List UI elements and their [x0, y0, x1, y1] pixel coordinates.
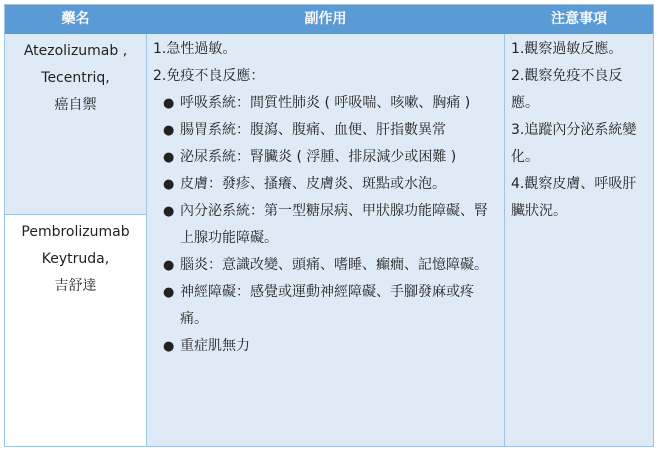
drug-name-line: Pembrolizumab: [21, 224, 130, 240]
drug-name-line: Keytruda,: [41, 251, 110, 267]
list-item: ● 神經障礙：感覺或運動神經障礙、手腳發麻或疼痛。: [153, 279, 500, 333]
drug-cell-atezolizumab: [5, 34, 146, 214]
list-item: ● 泌尿系統：腎臟炎 ( 浮腫、排尿減少或困難 ): [153, 144, 500, 171]
drug-name-line: Atezolizumab ,: [23, 43, 128, 59]
table-header: [5, 5, 653, 34]
bullet-icon: ●: [163, 150, 175, 165]
bullet-icon: ●: [163, 258, 175, 273]
bullet-icon: ●: [163, 96, 175, 111]
precaution-item: 4.觀察皮膚、呼吸肝臟狀況。: [511, 176, 637, 219]
list-item: ● 內分泌系統：第一型糖尿病、甲狀腺功能障礙、腎上腺功能障礙。: [153, 198, 500, 252]
list-item: ● 腦炎：意識改變、頭痛、嗜睡、癲癇、記憶障礙。: [153, 252, 500, 279]
drug-name-line: 吉舒達: [54, 278, 97, 294]
header-precautions: 注意事項: [551, 11, 607, 27]
list-item: ● 皮膚：發疹、搔癢、皮膚炎、斑點或水泡。: [153, 171, 500, 198]
precautions-cell: [505, 34, 653, 446]
precaution-item: 1.觀察過敏反應。: [511, 41, 623, 57]
precaution-item: 2.觀察免疫不良反應。: [511, 68, 623, 111]
bullet-icon: ●: [163, 285, 175, 300]
bullet-icon: ●: [163, 123, 175, 138]
list-item: ● 重症肌無力: [153, 333, 500, 360]
bullet-icon: ●: [163, 177, 175, 192]
drug-name-column: [5, 34, 146, 446]
drug-cell-pembrolizumab: [5, 214, 146, 446]
drug-name-line: Tecentriq,: [41, 70, 110, 86]
header-drug-name: 藥名: [61, 11, 90, 27]
precaution-item: 3.追蹤內分泌系統變化。: [511, 122, 637, 165]
side-effect-item: 1.急性過敏。: [153, 41, 237, 57]
drug-name-line: 癌自禦: [54, 97, 97, 113]
bullet-icon: ●: [163, 204, 175, 219]
list-item: ● 腸胃系統：腹瀉、腹痛、血便、肝指數異常: [153, 117, 500, 144]
list-item: ● 呼吸系統：間質性肺炎 ( 呼吸喘、咳嗽、胸痛 ): [153, 90, 500, 117]
side-effect-item: 2.免疫不良反應：: [153, 68, 265, 84]
header-side-effects: 副作用: [304, 11, 347, 27]
bullet-icon: ●: [163, 339, 175, 354]
drug-table: [4, 4, 654, 447]
side-effects-cell: [146, 34, 505, 446]
